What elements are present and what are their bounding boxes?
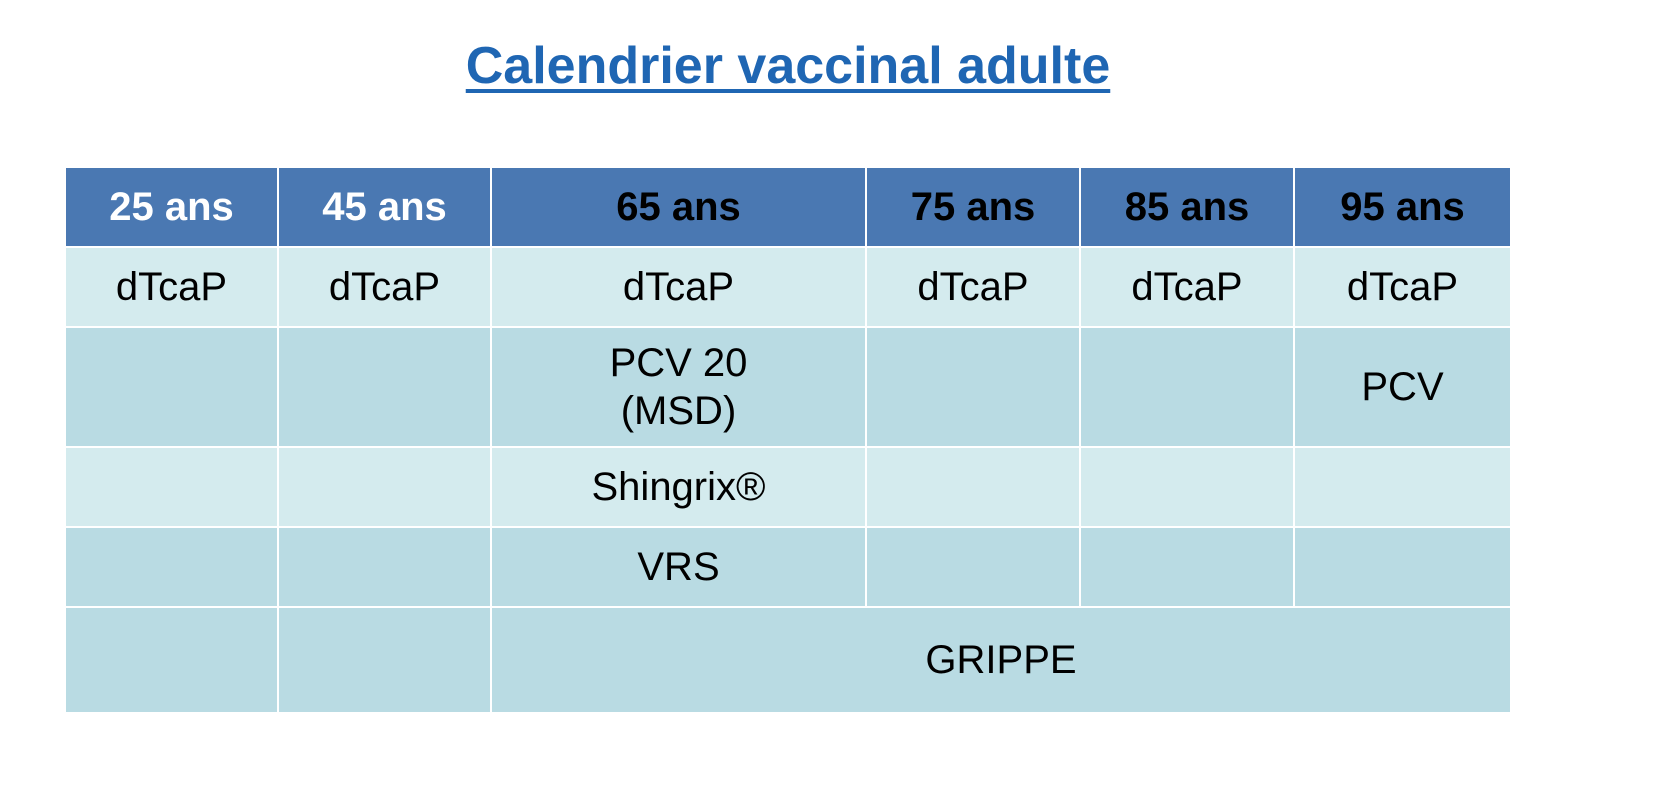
header-row bbox=[65, 167, 1511, 247]
cell-pcv-85 bbox=[1080, 327, 1294, 447]
row-dtcap bbox=[65, 247, 1511, 327]
cell-vrs-85 bbox=[1080, 527, 1294, 607]
cell-shingrix-75 bbox=[866, 447, 1080, 527]
cell-dtcap-45: dTcaP bbox=[278, 247, 491, 327]
cell-dtcap-85: dTcaP bbox=[1080, 247, 1294, 327]
header-45-ans: 45 ans bbox=[278, 167, 491, 247]
cell-shingrix-45 bbox=[278, 447, 491, 527]
page-title: Calendrier vaccinal adulte bbox=[465, 37, 1111, 95]
cell-grippe-65-plus: GRIPPE bbox=[491, 607, 1511, 713]
vaccination-schedule-table bbox=[64, 166, 1512, 714]
pcv20-manufacturer: (MSD) bbox=[620, 389, 737, 433]
cell-shingrix-95 bbox=[1294, 447, 1511, 527]
cell-shingrix-85 bbox=[1080, 447, 1294, 527]
header-65-ans: 65 ans bbox=[491, 167, 866, 247]
cell-pcv-45 bbox=[278, 327, 491, 447]
pcv20-label: PCV 20 bbox=[609, 341, 748, 385]
header-75-ans: 75 ans bbox=[866, 167, 1080, 247]
cell-dtcap-95: dTcaP bbox=[1294, 247, 1511, 327]
row-grippe bbox=[65, 607, 1511, 713]
cell-pcv-95: PCV bbox=[1294, 327, 1511, 447]
cell-vrs-95 bbox=[1294, 527, 1511, 607]
cell-vrs-65: VRS bbox=[491, 527, 866, 607]
cell-dtcap-75: dTcaP bbox=[866, 247, 1080, 327]
cell-pcv-75 bbox=[866, 327, 1080, 447]
row-shingrix bbox=[65, 447, 1511, 527]
cell-grippe-25 bbox=[65, 607, 278, 713]
row-pcv bbox=[65, 327, 1511, 447]
cell-pcv-25 bbox=[65, 327, 278, 447]
cell-vrs-25 bbox=[65, 527, 278, 607]
header-95-ans: 95 ans bbox=[1294, 167, 1511, 247]
cell-pcv-65 bbox=[491, 327, 866, 447]
cell-dtcap-25: dTcaP bbox=[65, 247, 278, 327]
cell-dtcap-65: dTcaP bbox=[491, 247, 866, 327]
cell-vrs-45 bbox=[278, 527, 491, 607]
cell-vrs-75 bbox=[866, 527, 1080, 607]
row-vrs bbox=[65, 527, 1511, 607]
header-25-ans: 25 ans bbox=[65, 167, 278, 247]
cell-shingrix-65: Shingrix® bbox=[491, 447, 866, 527]
header-85-ans: 85 ans bbox=[1080, 167, 1294, 247]
cell-shingrix-25 bbox=[65, 447, 278, 527]
cell-grippe-45 bbox=[278, 607, 491, 713]
